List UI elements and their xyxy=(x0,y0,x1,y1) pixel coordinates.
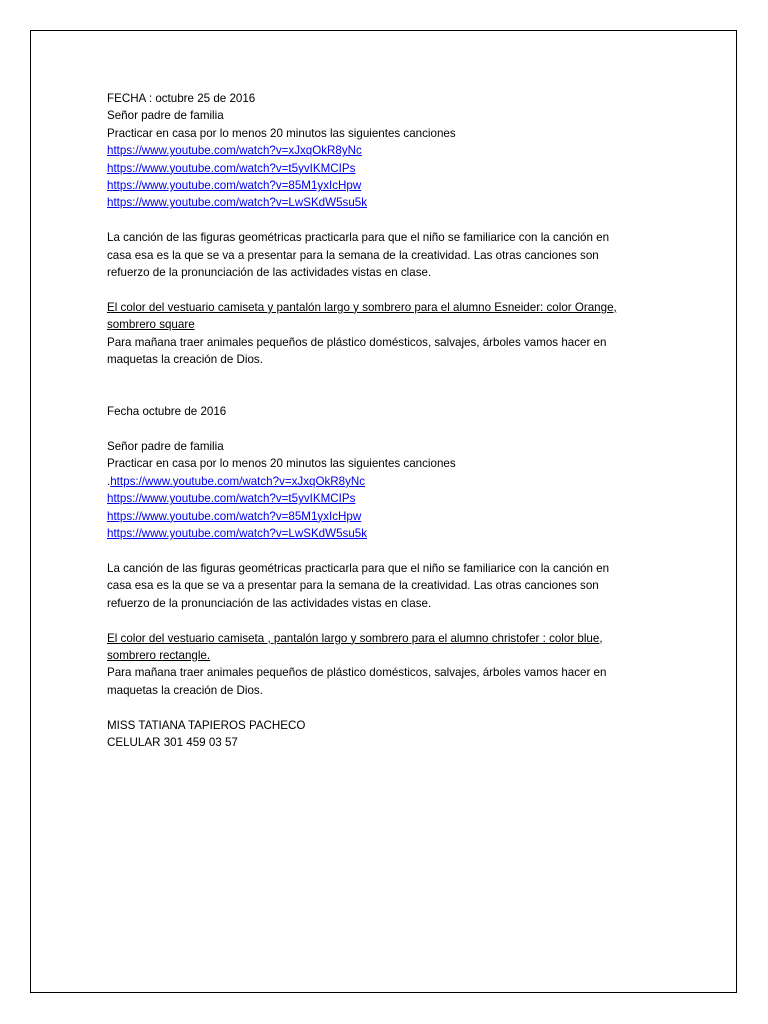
section1-salutation: Señor padre de familia xyxy=(107,109,224,123)
section2-date: Fecha octubre de 2016 xyxy=(107,405,227,419)
section1-link-1[interactable]: https://www.youtube.com/watch?v=xJxqOkR8yNc xyxy=(107,144,362,158)
section2-paragraph-line-2: casa esa es la que se va a presentar para la semana de la creatividad. Las otras canciones son xyxy=(107,579,599,593)
section2-link-1[interactable]: https://www.youtube.com/watch?v=xJxqOkR8yNc xyxy=(110,474,366,488)
section1-paragraph-line-1: La canción de las figuras geométricas practicarla para que el niño se familiarice con la canción en xyxy=(107,231,610,245)
section1-instruction: Practicar en casa por lo menos 20 minutos las siguientes canciones xyxy=(107,126,456,140)
section2-link-3[interactable]: https://www.youtube.com/watch?v=85M1yxIcHpw xyxy=(107,509,362,523)
section2-salutation: Señor padre de familia xyxy=(107,440,224,454)
section2-link-prefix: . xyxy=(107,474,111,488)
section1-costume-line-1: El color del vestuario camiseta y pantalón largo y sombrero para el alumno Esneider: color Orange, xyxy=(107,300,617,314)
signature-name: MISS TATIANA TAPIEROS PACHECO xyxy=(107,718,306,732)
section1-costume-line-2: sombrero square xyxy=(107,318,195,332)
section2-tomorrow-line-1: Para mañana traer animales pequeños de plástico domésticos, salvajes, árboles vamos hacer en xyxy=(107,666,607,680)
signature-phone: CELULAR 301 459 03 57 xyxy=(107,735,238,749)
section2-instruction: Practicar en casa por lo menos 20 minutos las siguientes canciones xyxy=(107,457,456,471)
section2-link-2[interactable]: https://www.youtube.com/watch?v=t5yvIKMCIPs xyxy=(107,492,356,506)
section1-date: FECHA : octubre 25 de 2016 xyxy=(107,92,256,105)
section1-paragraph-line-2: casa esa es la que se va a presentar para la semana de la creatividad. Las otras canciones son xyxy=(107,248,599,262)
section1-tomorrow-line-1: Para mañana traer animales pequeños de plástico domésticos, salvajes, árboles vamos hacer en xyxy=(107,335,607,349)
section2-link-4[interactable]: https://www.youtube.com/watch?v=LwSKdW5su5k xyxy=(107,527,368,541)
document-body xyxy=(107,90,697,751)
section2-costume-line-2: sombrero rectangle. xyxy=(107,648,211,662)
section1-link-4[interactable]: https://www.youtube.com/watch?v=LwSKdW5su5k xyxy=(107,196,368,210)
section2-paragraph-line-3: refuerzo de la pronunciación de las actividades vistas en clase. xyxy=(107,596,432,610)
section2-tomorrow-line-2: maquetas la creación de Dios. xyxy=(107,683,263,697)
section1-link-2[interactable]: https://www.youtube.com/watch?v=t5yvIKMCIPs xyxy=(107,161,356,175)
section2-costume-line-1: El color del vestuario camiseta , pantalón largo y sombrero para el alumno christofer : color blue, xyxy=(107,631,603,645)
section1-link-3[interactable]: https://www.youtube.com/watch?v=85M1yxIcHpw xyxy=(107,179,362,193)
section2-paragraph-line-1: La canción de las figuras geométricas practicarla para que el niño se familiarice con la canción en xyxy=(107,561,610,575)
section1-tomorrow-line-2: maquetas la creación de Dios. xyxy=(107,353,263,367)
section1-paragraph-line-3: refuerzo de la pronunciación de las actividades vistas en clase. xyxy=(107,266,432,280)
